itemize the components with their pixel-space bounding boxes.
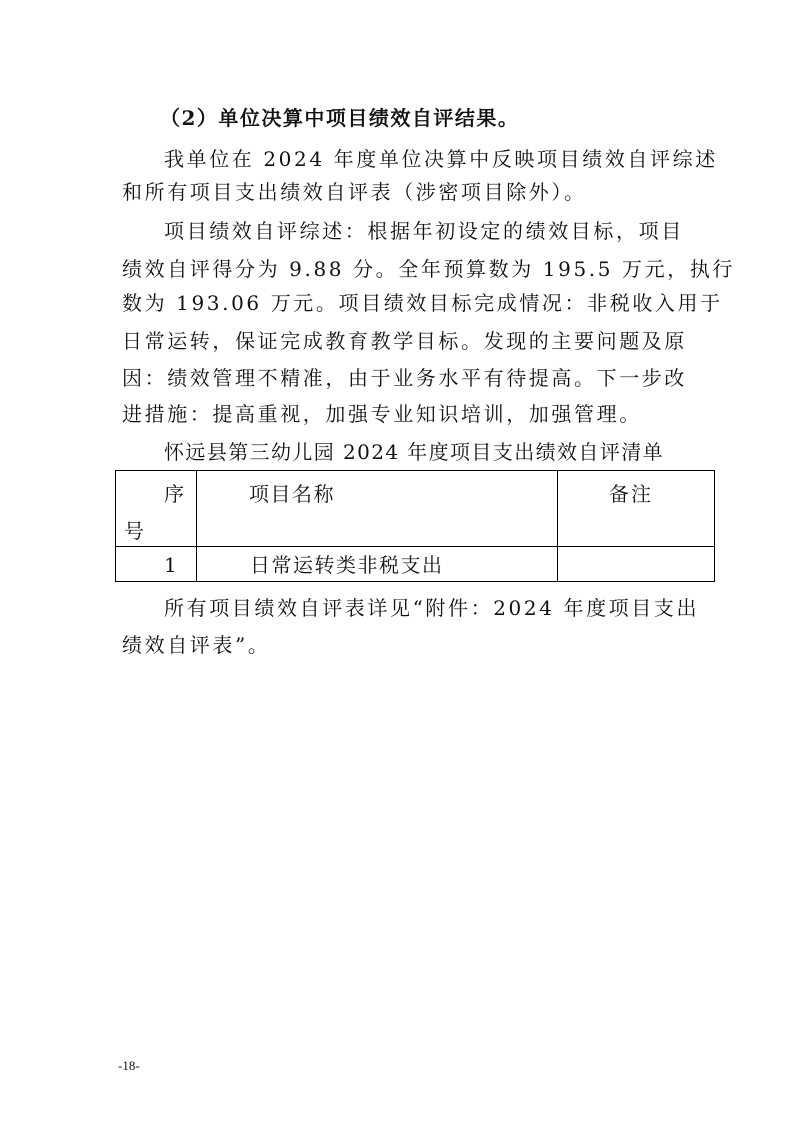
paragraph-1-line-1: 我单位在 2024 年度单位决算中反映项目绩效自评综述 <box>164 147 718 171</box>
project-list-table <box>115 470 715 582</box>
header-seq-label-part2: 号 <box>124 519 144 543</box>
paragraph-2-line-5: 因：绩效管理不精准，由于业务水平有待提高。下一步改 <box>122 366 687 390</box>
paragraph-2-line-2: 绩效自评得分为 9.88 分。全年预算数为 195.5 万元，执行 <box>122 257 736 281</box>
row-name-value: 日常运转类非税支出 <box>250 553 444 577</box>
header-seq-label-part1: 序 <box>164 482 184 506</box>
row-name-cell <box>197 547 558 582</box>
table-caption: 怀远县第三幼儿园 2024 年度项目支出绩效自评清单 <box>164 440 665 464</box>
table-header-row <box>116 471 715 547</box>
paragraph-3-line-1: 所有项目绩效自评表详见“附件：2024 年度项目支出 <box>164 596 700 620</box>
row-seq-cell <box>116 547 197 582</box>
paragraph-2-line-6: 进措施：提高重视，加强专业知识培训，加强管理。 <box>122 402 642 426</box>
header-name-cell <box>197 471 558 547</box>
row-note-cell <box>558 547 715 582</box>
header-name-label: 项目名称 <box>249 482 335 506</box>
paragraph-2-line-4: 日常运转，保证完成教育教学目标。发现的主要问题及原 <box>122 329 687 353</box>
paragraph-2-line-3: 数为 193.06 万元。项目绩效目标完成情况：非税收入用于 <box>122 291 723 315</box>
header-note-label: 备注 <box>609 482 653 506</box>
section-heading: （2）单位决算中项目绩效自评结果。 <box>160 106 520 130</box>
table-row <box>116 547 715 582</box>
header-seq-cell <box>116 471 197 547</box>
page-number: -18- <box>118 1058 140 1073</box>
row-seq-value: 1 <box>164 553 177 577</box>
paragraph-1-line-2: 和所有项目支出绩效自评表（涉密项目除外）。 <box>122 180 587 204</box>
paragraph-2-line-1: 项目绩效自评综述：根据年初设定的绩效目标，项目 <box>164 219 684 243</box>
header-note-cell <box>558 471 715 547</box>
paragraph-3-line-2: 绩效自评表”。 <box>122 633 271 657</box>
